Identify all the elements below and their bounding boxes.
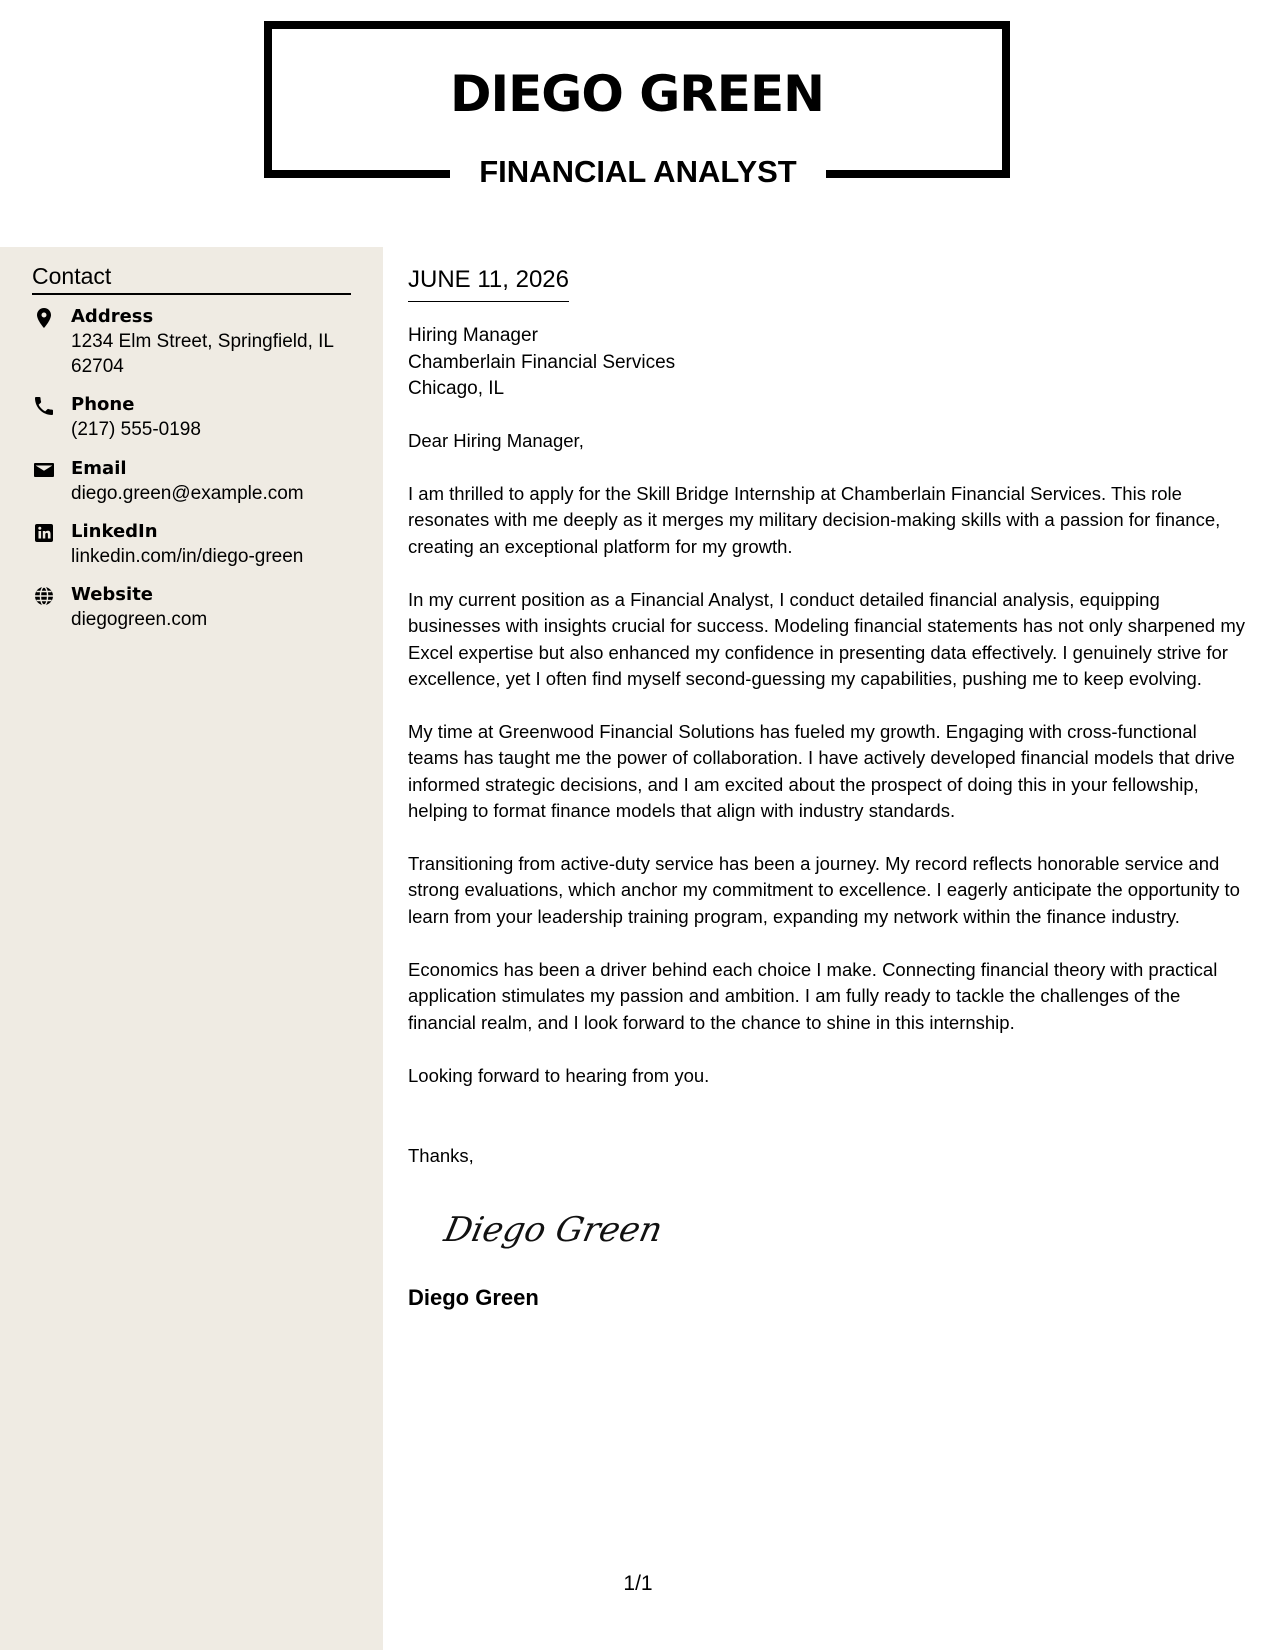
header-frame-bottom-right bbox=[826, 170, 1010, 178]
applicant-name: DIEGO GREEN bbox=[450, 65, 824, 123]
map-pin-icon bbox=[32, 306, 56, 330]
handwritten-signature bbox=[440, 1197, 666, 1257]
contact-label: LinkedIn bbox=[71, 521, 158, 542]
paragraph: I am thrilled to apply for the Skill Bridge Internship at Chamberlain Financial Services. This role resonates with me deeply as it merges my military decision-making skills with a passion for finance, creating an exceptional platform for my growth. bbox=[408, 483, 1221, 557]
salutation: Dear Hiring Manager, bbox=[408, 430, 584, 451]
header-frame-bottom-left bbox=[264, 170, 450, 178]
envelope-icon bbox=[32, 458, 56, 482]
contact-label: Website bbox=[71, 584, 154, 605]
job-title: FINANCIAL ANALYST bbox=[450, 152, 826, 192]
recipient-line: Hiring Manager bbox=[408, 325, 538, 346]
paragraph: Transitioning from active-duty service has been a journey. My record reflects honorable service and strong evaluations, which anchor my commitment to excellence. I eagerly anticipate the opportunity to learn from your leadership training program, expanding my network within the finance industry. bbox=[408, 853, 1240, 927]
contact-label: Phone bbox=[71, 394, 135, 415]
closing-line: Looking forward to hearing from you. bbox=[408, 1065, 710, 1086]
address-value: 1234 Elm Street, Springfield, IL 62704 bbox=[71, 331, 334, 377]
recipient-line: Chicago, IL bbox=[408, 378, 505, 399]
website-value: diegogreen.com bbox=[71, 609, 208, 630]
phone-value: (217) 555-0198 bbox=[71, 419, 201, 440]
recipient-block bbox=[408, 323, 675, 403]
contact-label: Email bbox=[71, 458, 127, 479]
signer-name: Diego Green bbox=[408, 1285, 539, 1310]
linkedin-value: linkedin.com/in/diego-green bbox=[71, 546, 304, 567]
phone-icon bbox=[32, 394, 56, 418]
sign-off: Thanks, bbox=[408, 1145, 474, 1166]
contact-heading: Contact bbox=[32, 261, 351, 295]
contact-label: Address bbox=[71, 306, 154, 327]
contact-sidebar bbox=[0, 247, 383, 1650]
linkedin-icon bbox=[32, 521, 56, 545]
page-number: 1/1 bbox=[623, 1572, 653, 1595]
paragraph: Economics has been a driver behind each choice I make. Connecting financial theory with practical application stimulates my passion and ambition. I am fully ready to tackle the challenges of the financial realm, and I look forward to the chance to shine in this internship. bbox=[408, 959, 1218, 1033]
letter-date: JUNE 11, 2026 bbox=[408, 264, 569, 302]
email-value: diego.green@example.com bbox=[71, 483, 304, 504]
signature-text: Diego Green bbox=[440, 1210, 666, 1250]
paragraph: In my current position as a Financial Analyst, I conduct detailed financial analysis, equipping businesses with insights crucial for success. Modeling financial statements has not only sharpened my Excel expertise but also enhanced my confidence in presenting data effectively. I genuinely strive for excellence, yet I often find myself second-guessing my capabilities, pushing me to keep evolving. bbox=[408, 589, 1246, 690]
globe-icon bbox=[32, 584, 56, 608]
recipient-line: Chamberlain Financial Services bbox=[408, 351, 676, 373]
paragraph: My time at Greenwood Financial Solutions has fueled my growth. Engaging with cross-functional teams has taught me the power of collaboration. I have actively developed financial models that drive informed strategic decisions, and I am excited about the prospect of doing this in your fellowship, helping to format finance models that align with industry standards. bbox=[408, 721, 1235, 822]
